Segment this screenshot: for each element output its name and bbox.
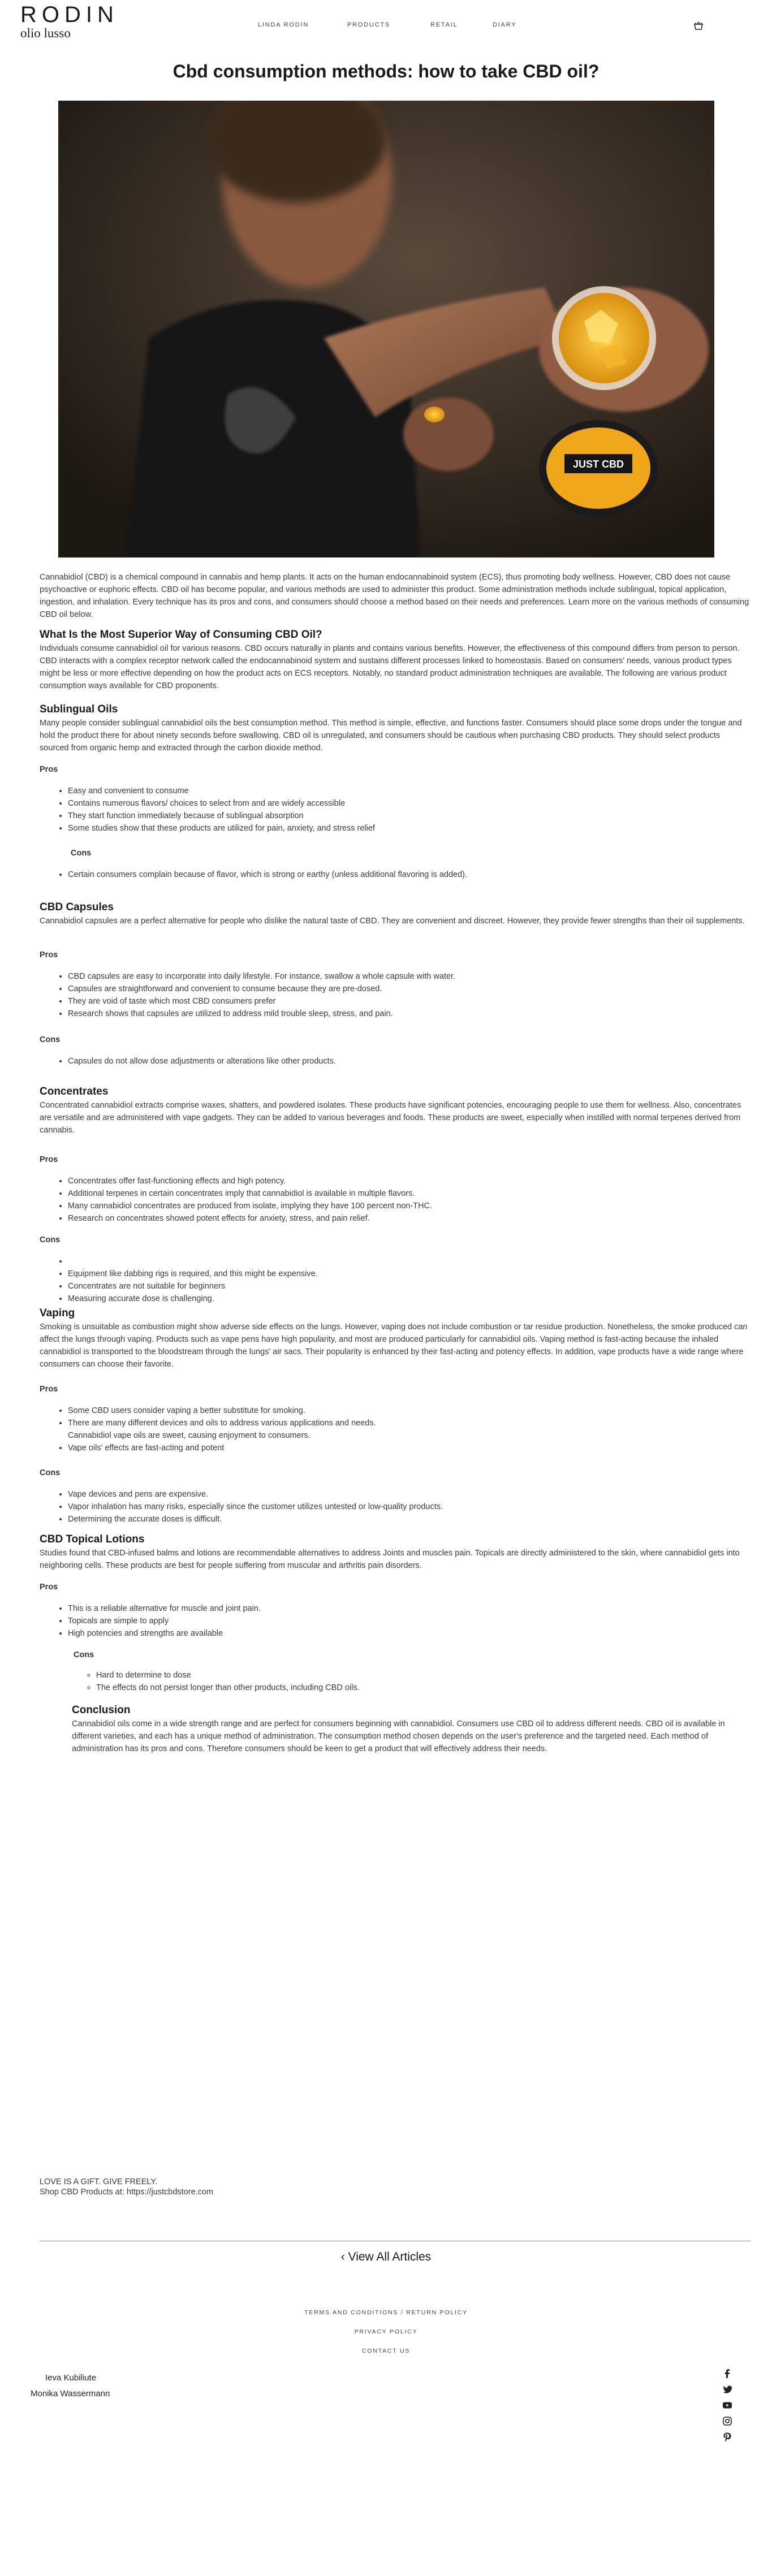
list-item: • They start function immediately because of sublingual absorption — [68, 810, 772, 822]
list-item: • High potencies and strengths are available — [68, 1627, 772, 1640]
list-item: • Certain consumers complain because of flavor, which is strong or earthy (unless additional flavoring is added). — [68, 868, 772, 881]
brand-subtitle[interactable]: olio lusso — [20, 26, 71, 40]
nav-linda-rodin[interactable]: LINDA RODIN — [258, 21, 309, 28]
section-heading-superior: What Is the Most Superior Way of Consuming CBD Oil? — [40, 629, 322, 641]
cons-list-topical — [69, 1669, 772, 1694]
list-item: ◦ Hard to determine to dose — [96, 1669, 772, 1682]
hero-product-label: JUST CBD — [572, 459, 624, 470]
list-item: • Research shows that capsules are utilized to address mild trouble sleep, stress, and pain. — [68, 1008, 772, 1020]
cons-list-sublingual — [40, 868, 772, 881]
pros-label: Pros — [40, 765, 58, 774]
list-item: • Easy and convenient to consume — [68, 785, 772, 797]
site-header — [0, 0, 772, 50]
credit-name: Ieva Kubiliute — [45, 2373, 97, 2383]
list-item: ◦ The effects do not persist longer than other products, including CBD oils. — [96, 1682, 772, 1694]
section-heading-vaping: Vaping — [40, 1307, 75, 1319]
section-text-topical: Studies found that CBD-infused balms and lotions are recommendable alternatives to address Joints and muscles pain. Topicals are directly administered to the skin, where cannabidiol gets into neighboring cells. These products are best for people suffering from muscular and arthritis pain disorders. — [40, 1549, 740, 1570]
footer-link-contact[interactable]: CONTACT US — [361, 2348, 411, 2354]
nav-diary[interactable]: DIARY — [493, 21, 517, 28]
cons-list-concentrates — [40, 1255, 772, 1305]
list-item: • Vapor inhalation has many risks, especially since the customer utilizes untested or low-quality products. — [68, 1501, 772, 1513]
list-item: • Vape devices and pens are expensive. — [68, 1488, 772, 1501]
hero-image — [58, 101, 714, 557]
cons-list-capsules — [40, 1055, 772, 1067]
list-item: • They are void of taste which most CBD consumers prefer — [68, 995, 772, 1008]
pros-list-topical — [40, 1602, 772, 1640]
facebook-icon[interactable] — [722, 2368, 733, 2379]
pros-list-capsules — [40, 970, 772, 1020]
list-item: • Additional terpenes in certain concentrates imply that cannabidiol is available in multiple flavors. — [68, 1187, 772, 1200]
pros-label: Pros — [40, 1385, 58, 1394]
list-item: • Capsules do not allow dose adjustments or alterations like other products. — [68, 1055, 772, 1067]
cons-label: Cons — [40, 1235, 61, 1244]
section-heading-concentrates: Concentrates — [40, 1086, 109, 1097]
main-nav — [0, 21, 772, 33]
pinterest-icon[interactable] — [722, 2431, 733, 2443]
cons-list-vaping — [40, 1488, 772, 1525]
cons-label: Cons — [40, 1468, 61, 1477]
instagram-icon[interactable] — [722, 2415, 733, 2427]
cons-label: Cons — [74, 1650, 94, 1659]
credit-name: Monika Wassermann — [31, 2389, 110, 2398]
pros-label: Pros — [40, 1155, 58, 1164]
section-text-vaping: Smoking is unsuitable as combustion might show adverse side effects on the lungs. However, vaping does not include combustion or tar residue production. Nonetheless, the smoke produced can affect the lungs through vaping. Products such as vape pens have high popularity, and most are produced particularly for cannabidiol oils. Vaping method is fast-acting because the inhaled cannabidiol is transported to the bloodstream through the lungs' air sacs. Their popularity is enhanced by their fast-acting and potency effects. In addition, vape products have a wide range where consumers can choose their favorite. — [40, 1322, 748, 1369]
pros-label: Pros — [40, 950, 58, 959]
list-item: • Contains numerous flavors/ choices to select from and are widely accessible — [68, 797, 772, 810]
sign-off-line-1: LOVE IS A GIFT. GIVE FREELY. — [40, 2177, 158, 2186]
list-item: • Concentrates offer fast-functioning effects and high potency. — [68, 1175, 772, 1187]
list-item: • There are many different devices and oils to address various applications and needs. — [68, 1417, 772, 1429]
list-item: • Topicals are simple to apply — [68, 1615, 772, 1627]
pros-list-concentrates — [40, 1175, 772, 1225]
list-item: • CBD capsules are easy to incorporate into daily lifestyle. For instance, swallow a whole capsule with water. — [68, 970, 772, 983]
brand-logo[interactable]: RODIN — [20, 2, 119, 27]
section-text-concentrates: Concentrated cannabidiol extracts comprise waxes, shatters, and powdered isolates. These products have significant potencies, encouraging people to use them for wellness. Also, concentrates are versatile and are administered with vape gadgets. They can be added to various beverages and foods. These products are sweet, especially when instilled with normal terpenes derived from cannabis. — [40, 1101, 741, 1135]
page-title: Cbd consumption methods: how to take CBD oil? — [172, 61, 600, 81]
section-heading-capsules: CBD Capsules — [40, 901, 114, 913]
list-item: • Some CBD users consider vaping a better substitute for smoking. — [68, 1404, 772, 1417]
footer-link-privacy[interactable]: PRIVACY POLICY — [354, 2328, 418, 2335]
nav-products[interactable]: PRODUCTS — [347, 21, 391, 28]
twitter-icon[interactable] — [722, 2384, 733, 2395]
cons-label: Cons — [40, 1035, 61, 1044]
cart-icon[interactable] — [693, 21, 704, 32]
list-item: • Many cannabidiol concentrates are produced from isolate, implying they have 100 percent non-THC. — [68, 1200, 772, 1212]
section-heading-topical: CBD Topical Lotions — [40, 1533, 145, 1545]
cons-label: Cons — [71, 849, 92, 858]
list-item: • Measuring accurate dose is challenging. — [68, 1293, 772, 1305]
pros-list-vaping — [40, 1404, 772, 1454]
list-item — [68, 1255, 772, 1268]
list-item: • This is a reliable alternative for muscle and joint pain. — [68, 1602, 772, 1615]
list-item: Cannabidiol vape oils are sweet, causing enjoyment to consumers. — [68, 1431, 310, 1440]
article-intro: Cannabidiol (CBD) is a chemical compound in cannabis and hemp plants. It acts on the human endocannabinoid system (ECS), thus promoting body wellness. However, CBD does not cause psychoactive or euphoric effects. CBD oil has become popular, and various methods are used to administer this product. Some administration methods include sublingual, topical application, ingestion, and inhalation. Every technique has its pros and cons, and consumers should choose a method based on their needs and preferences. Learn more on the various methods of consuming CBD oil below. — [40, 573, 749, 619]
section-text-sublingual: Many people consider sublingual cannabidiol oils the best consumption method. This method is simple, effective, and functions faster. Consumers should place some drops under the tongue and hold the product there for about ninety seconds before swallowing. CBD oil is unregulated, and consumers should be cautious when purchasing CBD products. They should select products sourced from organic hemp and extracted through the carbon dioxide method. — [40, 719, 742, 753]
youtube-icon[interactable] — [722, 2400, 733, 2411]
list-item: • Vape oils' effects are fast-acting and potent — [68, 1442, 772, 1454]
list-item: • Concentrates are not suitable for beginners — [68, 1280, 772, 1293]
pros-list-sublingual — [40, 785, 772, 835]
list-item: • Some studies show that these products are utilized for pain, anxiety, and stress relief — [68, 822, 772, 835]
section-text-capsules: Cannabidiol capsules are a perfect alternative for people who dislike the natural taste of CBD. They are convenient and discreet. However, they provide fewer strengths than their oil supplements. — [40, 917, 745, 926]
list-item: • Research on concentrates showed potent effects for anxiety, stress, and pain relief. — [68, 1212, 772, 1225]
section-text-conclusion: Cannabidiol oils come in a wide strength range and are perfect for consumers beginning with cannabidiol. Consumers use CBD oil to address different needs. CBD oil is available in different varieties, and each has a unique method of administration. The consumption method chosen depends on the user's preference and the targeted need. Each method of administration has its pros and cons. Therefore consumers should be keen to get a product that will effectively address their needs. — [72, 1719, 725, 1753]
list-item: • Determining the accurate doses is difficult. — [68, 1513, 772, 1525]
list-item: • Equipment like dabbing rigs is required, and this might be expensive. — [68, 1268, 772, 1280]
footer-link-terms[interactable]: TERMS AND CONDITIONS / RETURN POLICY — [304, 2309, 468, 2316]
section-text-superior: Individuals consume cannabidiol oil for various reasons. CBD occurs naturally in plants and contains various benefits. However, the effectiveness of this compound differs from person to person. CBD interacts with a complex receptor network called the endocannabinoid system and sustains different processes linked to homeostasis. Based on consumers' needs, various product types might be less or more effective depending on how the product acts on ECS receptors. Notably, no standard product administration techniques are available. The following are various product consumption ways available for CBD proponents. — [40, 644, 740, 690]
view-all-articles-link[interactable]: ‹ View All Articles — [340, 2250, 432, 2263]
section-heading-conclusion: Conclusion — [72, 1704, 131, 1716]
sign-off-line-2: Shop CBD Products at: https://justcbdstore.com — [40, 2188, 214, 2197]
nav-retail[interactable]: RETAIL — [430, 21, 458, 28]
section-heading-sublingual: Sublingual Oils — [40, 703, 118, 715]
pros-label: Pros — [40, 1583, 58, 1592]
list-item: • Capsules are straightforward and convenient to consume because they are pre-dosed. — [68, 983, 772, 995]
